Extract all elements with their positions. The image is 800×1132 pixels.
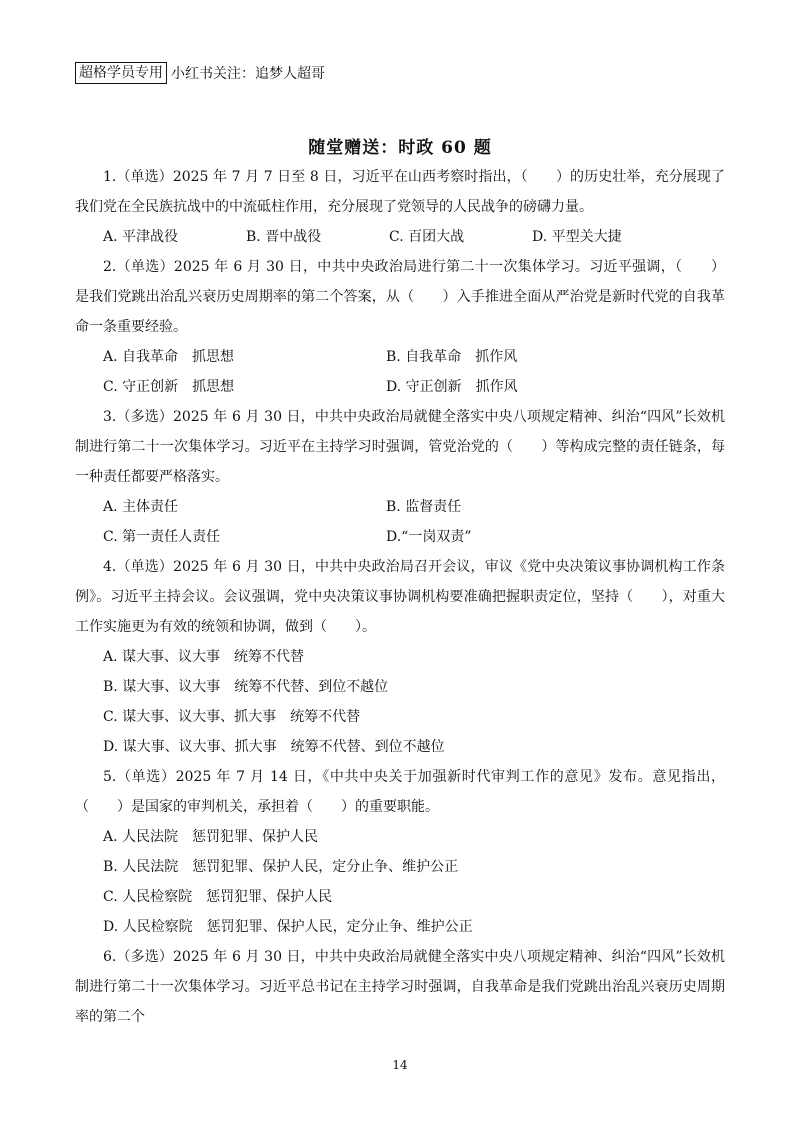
option-d: D. 人民检察院 惩罚犯罪、保护人民，定分止争、维护公正: [103, 919, 473, 935]
question-text: 3.（多选）2025 年 6 月 30 日，中共中央政治局就健全落实中央八项规定精神、纠治“四风”长效机制进行第二十一次集体学习。习近平在主持学习时强调，管党治党的（ ）等构成完整的责任链条，每一种责任都要严格落实。: [75, 409, 725, 485]
options: [75, 642, 725, 762]
options: [75, 492, 725, 552]
question-6: [75, 942, 725, 1032]
question-text: 1.（单选）2025 年 7 月 7 日至 8 日，习近平在山西考察时指出，（ ）的历史壮举，充分展现了我们党在全民族抗战中的中流砥柱作用，充分展现了党领导的人民战争的磅礴力量。: [75, 169, 725, 215]
question-5: [75, 762, 725, 942]
question-list: [75, 162, 725, 1032]
option-c: C. 守正创新 抓思想: [103, 379, 235, 395]
option-b: B. 人民法院 惩罚犯罪、保护人民，定分止争、维护公正: [103, 859, 459, 875]
option-b: B. 监督责任: [386, 499, 462, 515]
question-4: [75, 552, 725, 762]
option-b: B. 谋大事、议大事 统筹不代替、到位不越位: [103, 679, 389, 695]
page-header: [75, 62, 325, 84]
question-text: 4.（单选）2025 年 6 月 30 日，中共中央政治局召开会议，审议《党中央决策议事协调机构工作条例》。习近平主持会议。会议强调，党中央决策议事协调机构要准确把握职责定位，坚持（ ），对重大工作实施更为有效的统领和协调，做到（ ）。: [75, 559, 725, 635]
options: [75, 222, 725, 252]
option-c: C. 百团大战: [389, 229, 465, 245]
option-d: D.“一岗双责”: [386, 529, 472, 545]
question-text: 6.（多选）2025 年 6 月 30 日，中共中央政治局就健全落实中央八项规定精神、纠治“四风”长效机制进行第二十一次集体学习。习近平总书记在主持学习时强调，自我革命是我们党跳出治乱兴衰历史周期率的第二个: [75, 949, 725, 1025]
option-a: A. 平津战役: [103, 229, 179, 245]
question-2: [75, 252, 725, 402]
option-b: B. 自我革命 抓作风: [386, 349, 518, 365]
options: [75, 342, 725, 402]
options: [75, 822, 725, 942]
question-text: 2.（单选）2025 年 6 月 30 日，中共中央政治局进行第二十一次集体学习。习近平强调，（ ）是我们党跳出治乱兴衰历史周期率的第二个答案，从（ ）入手推进全面从严治党是新时代党的自我革命一条重要经验。: [75, 259, 725, 335]
question-1: [75, 162, 725, 252]
member-badge: 超格学员专用: [75, 62, 167, 84]
page-number: 14: [392, 1058, 408, 1072]
option-d: D. 平型关大捷: [532, 229, 622, 245]
option-c: C. 谋大事、议大事、抓大事 统筹不代替: [103, 709, 361, 725]
question-text: 5.（单选）2025 年 7 月 14 日，《中共中央关于加强新时代审判工作的意见》发布。意见指出，（ ）是国家的审判机关，承担着（ ）的重要职能。: [75, 769, 725, 815]
option-d: D. 守正创新 抓作风: [386, 379, 518, 395]
option-b: B. 晋中战役: [246, 229, 322, 245]
option-d: D. 谋大事、议大事、抓大事 统筹不代替、到位不越位: [103, 739, 445, 755]
option-a: A. 谋大事、议大事 统筹不代替: [103, 649, 305, 665]
header-note: 小红书关注：追梦人超哥: [171, 66, 325, 82]
option-a: A. 自我革命 抓思想: [103, 349, 235, 365]
question-3: [75, 402, 725, 552]
option-c: C. 人民检察院 惩罚犯罪、保护人民: [103, 889, 333, 905]
option-a: A. 主体责任: [103, 499, 179, 515]
page-title: 随堂赠送：时政 60 题: [308, 138, 492, 158]
option-c: C. 第一责任人责任: [103, 529, 221, 545]
option-a: A. 人民法院 惩罚犯罪、保护人民: [103, 829, 319, 845]
